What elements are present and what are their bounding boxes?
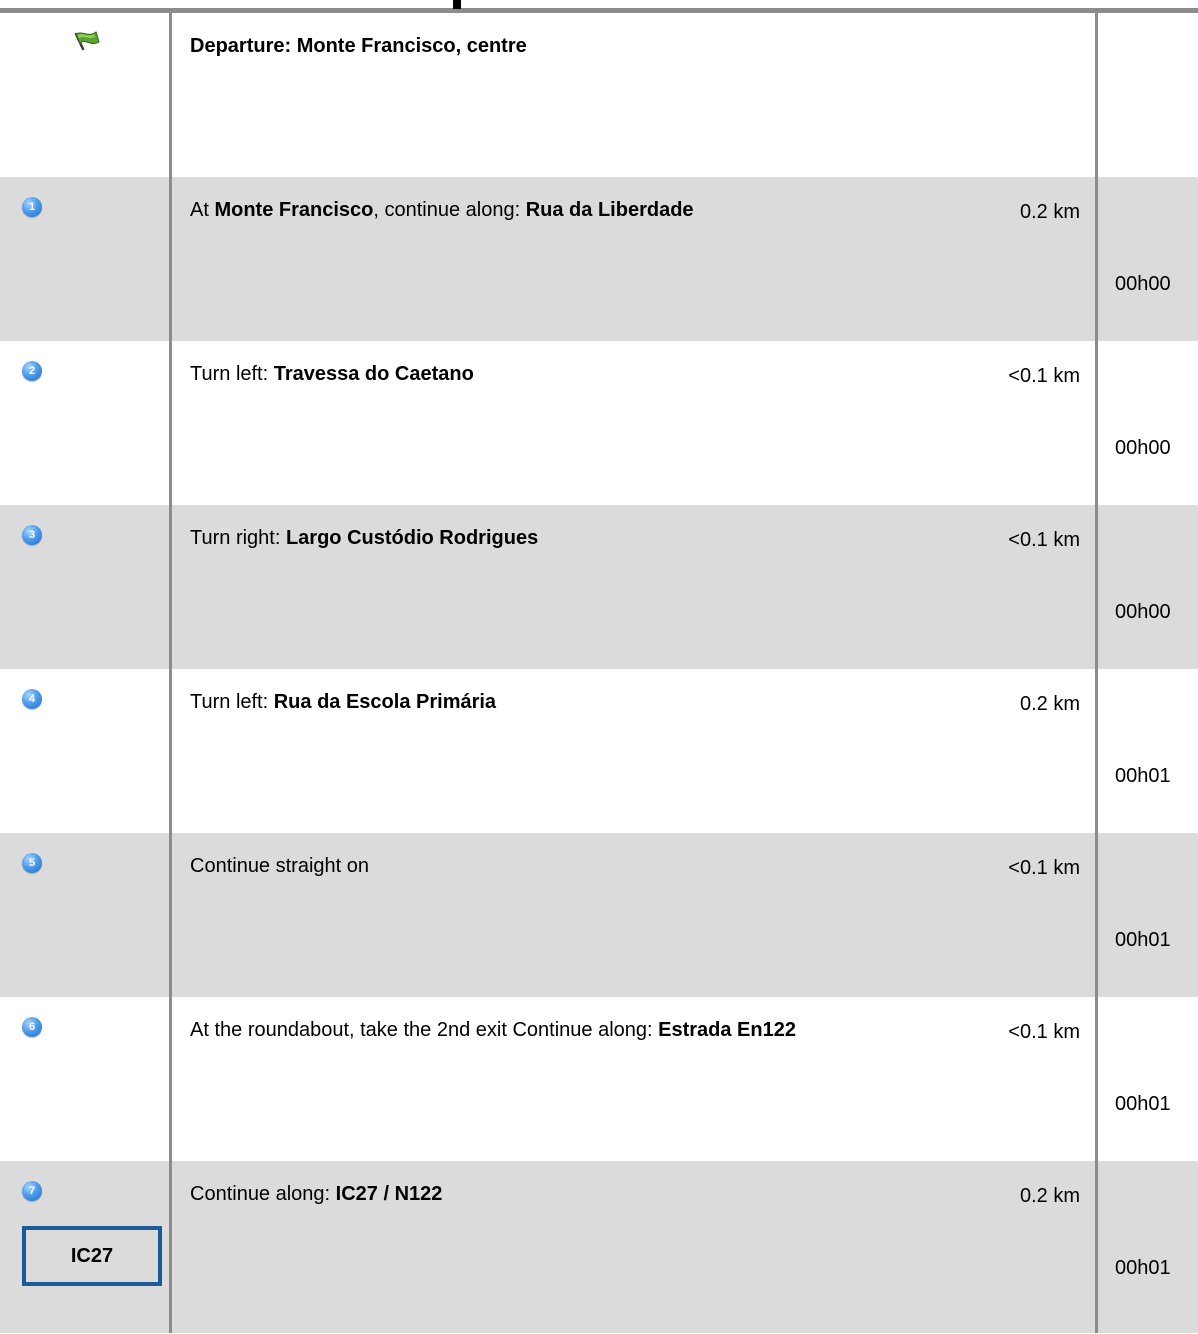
step-time: 00h00 bbox=[1115, 601, 1171, 623]
step-distance: 0.2 km bbox=[1019, 201, 1080, 223]
step-time: 00h01 bbox=[1115, 765, 1171, 787]
column-divider bbox=[1095, 505, 1098, 669]
route-instructions-table bbox=[0, 13, 1198, 1333]
column-divider bbox=[169, 13, 172, 177]
step-instruction: Turn left: Travessa do Caetano bbox=[190, 363, 474, 385]
step-distance: <0.1 km bbox=[1008, 529, 1080, 551]
route-step-5 bbox=[0, 833, 1198, 997]
column-divider bbox=[1095, 997, 1098, 1161]
step-number-icon: 3 bbox=[22, 525, 42, 545]
road-sign-badge: IC27 bbox=[22, 1226, 162, 1286]
column-divider bbox=[169, 833, 172, 997]
route-step-6 bbox=[0, 997, 1198, 1161]
step-number-icon: 1 bbox=[22, 197, 42, 217]
step-instruction: Turn right: Largo Custódio Rodrigues bbox=[190, 527, 539, 549]
step-distance: <0.1 km bbox=[1008, 857, 1080, 879]
step-instruction: Continue straight on bbox=[190, 855, 370, 877]
route-step-7 bbox=[0, 1161, 1198, 1333]
column-divider bbox=[169, 505, 172, 669]
step-number-icon: 6 bbox=[22, 1017, 42, 1037]
step-time: 00h01 bbox=[1115, 1257, 1171, 1279]
route-step-1 bbox=[0, 177, 1198, 341]
column-divider bbox=[1095, 341, 1098, 505]
step-instruction: At the roundabout, take the 2nd exit Continue along: Estrada En122 bbox=[190, 1019, 796, 1041]
step-distance: 0.2 km bbox=[1019, 1185, 1080, 1207]
step-instruction: At Monte Francisco, continue along: Rua da Liberdade bbox=[190, 199, 694, 221]
top-marker bbox=[453, 0, 461, 9]
step-distance: 0.2 km bbox=[1019, 693, 1080, 715]
step-number-icon: 5 bbox=[22, 853, 42, 873]
step-instruction: Turn left: Rua da Escola Primária bbox=[190, 691, 497, 713]
column-divider bbox=[1095, 13, 1098, 177]
column-divider bbox=[1095, 1161, 1098, 1333]
step-time: 00h01 bbox=[1115, 929, 1171, 951]
step-time: 00h00 bbox=[1115, 273, 1171, 295]
step-number-icon: 7 bbox=[22, 1181, 42, 1201]
route-step-2 bbox=[0, 341, 1198, 505]
column-divider bbox=[169, 341, 172, 505]
route-step-4 bbox=[0, 669, 1198, 833]
column-divider bbox=[1095, 177, 1098, 341]
step-distance: <0.1 km bbox=[1008, 365, 1080, 387]
column-divider bbox=[169, 669, 172, 833]
route-step-3 bbox=[0, 505, 1198, 669]
column-divider bbox=[169, 997, 172, 1161]
green-flag-icon bbox=[72, 29, 108, 59]
column-divider bbox=[1095, 669, 1098, 833]
step-number-icon: 2 bbox=[22, 361, 42, 381]
step-distance: <0.1 km bbox=[1008, 1021, 1080, 1043]
column-divider bbox=[169, 1161, 172, 1333]
step-instruction: Continue along: IC27 / N122 bbox=[190, 1183, 443, 1205]
step-time: 00h01 bbox=[1115, 1093, 1171, 1115]
step-number-icon: 4 bbox=[22, 689, 42, 709]
departure-label: Departure: Monte Francisco, centre bbox=[190, 35, 527, 57]
step-time: 00h00 bbox=[1115, 437, 1171, 459]
departure-row bbox=[0, 13, 1198, 177]
column-divider bbox=[169, 177, 172, 341]
column-divider bbox=[1095, 833, 1098, 997]
